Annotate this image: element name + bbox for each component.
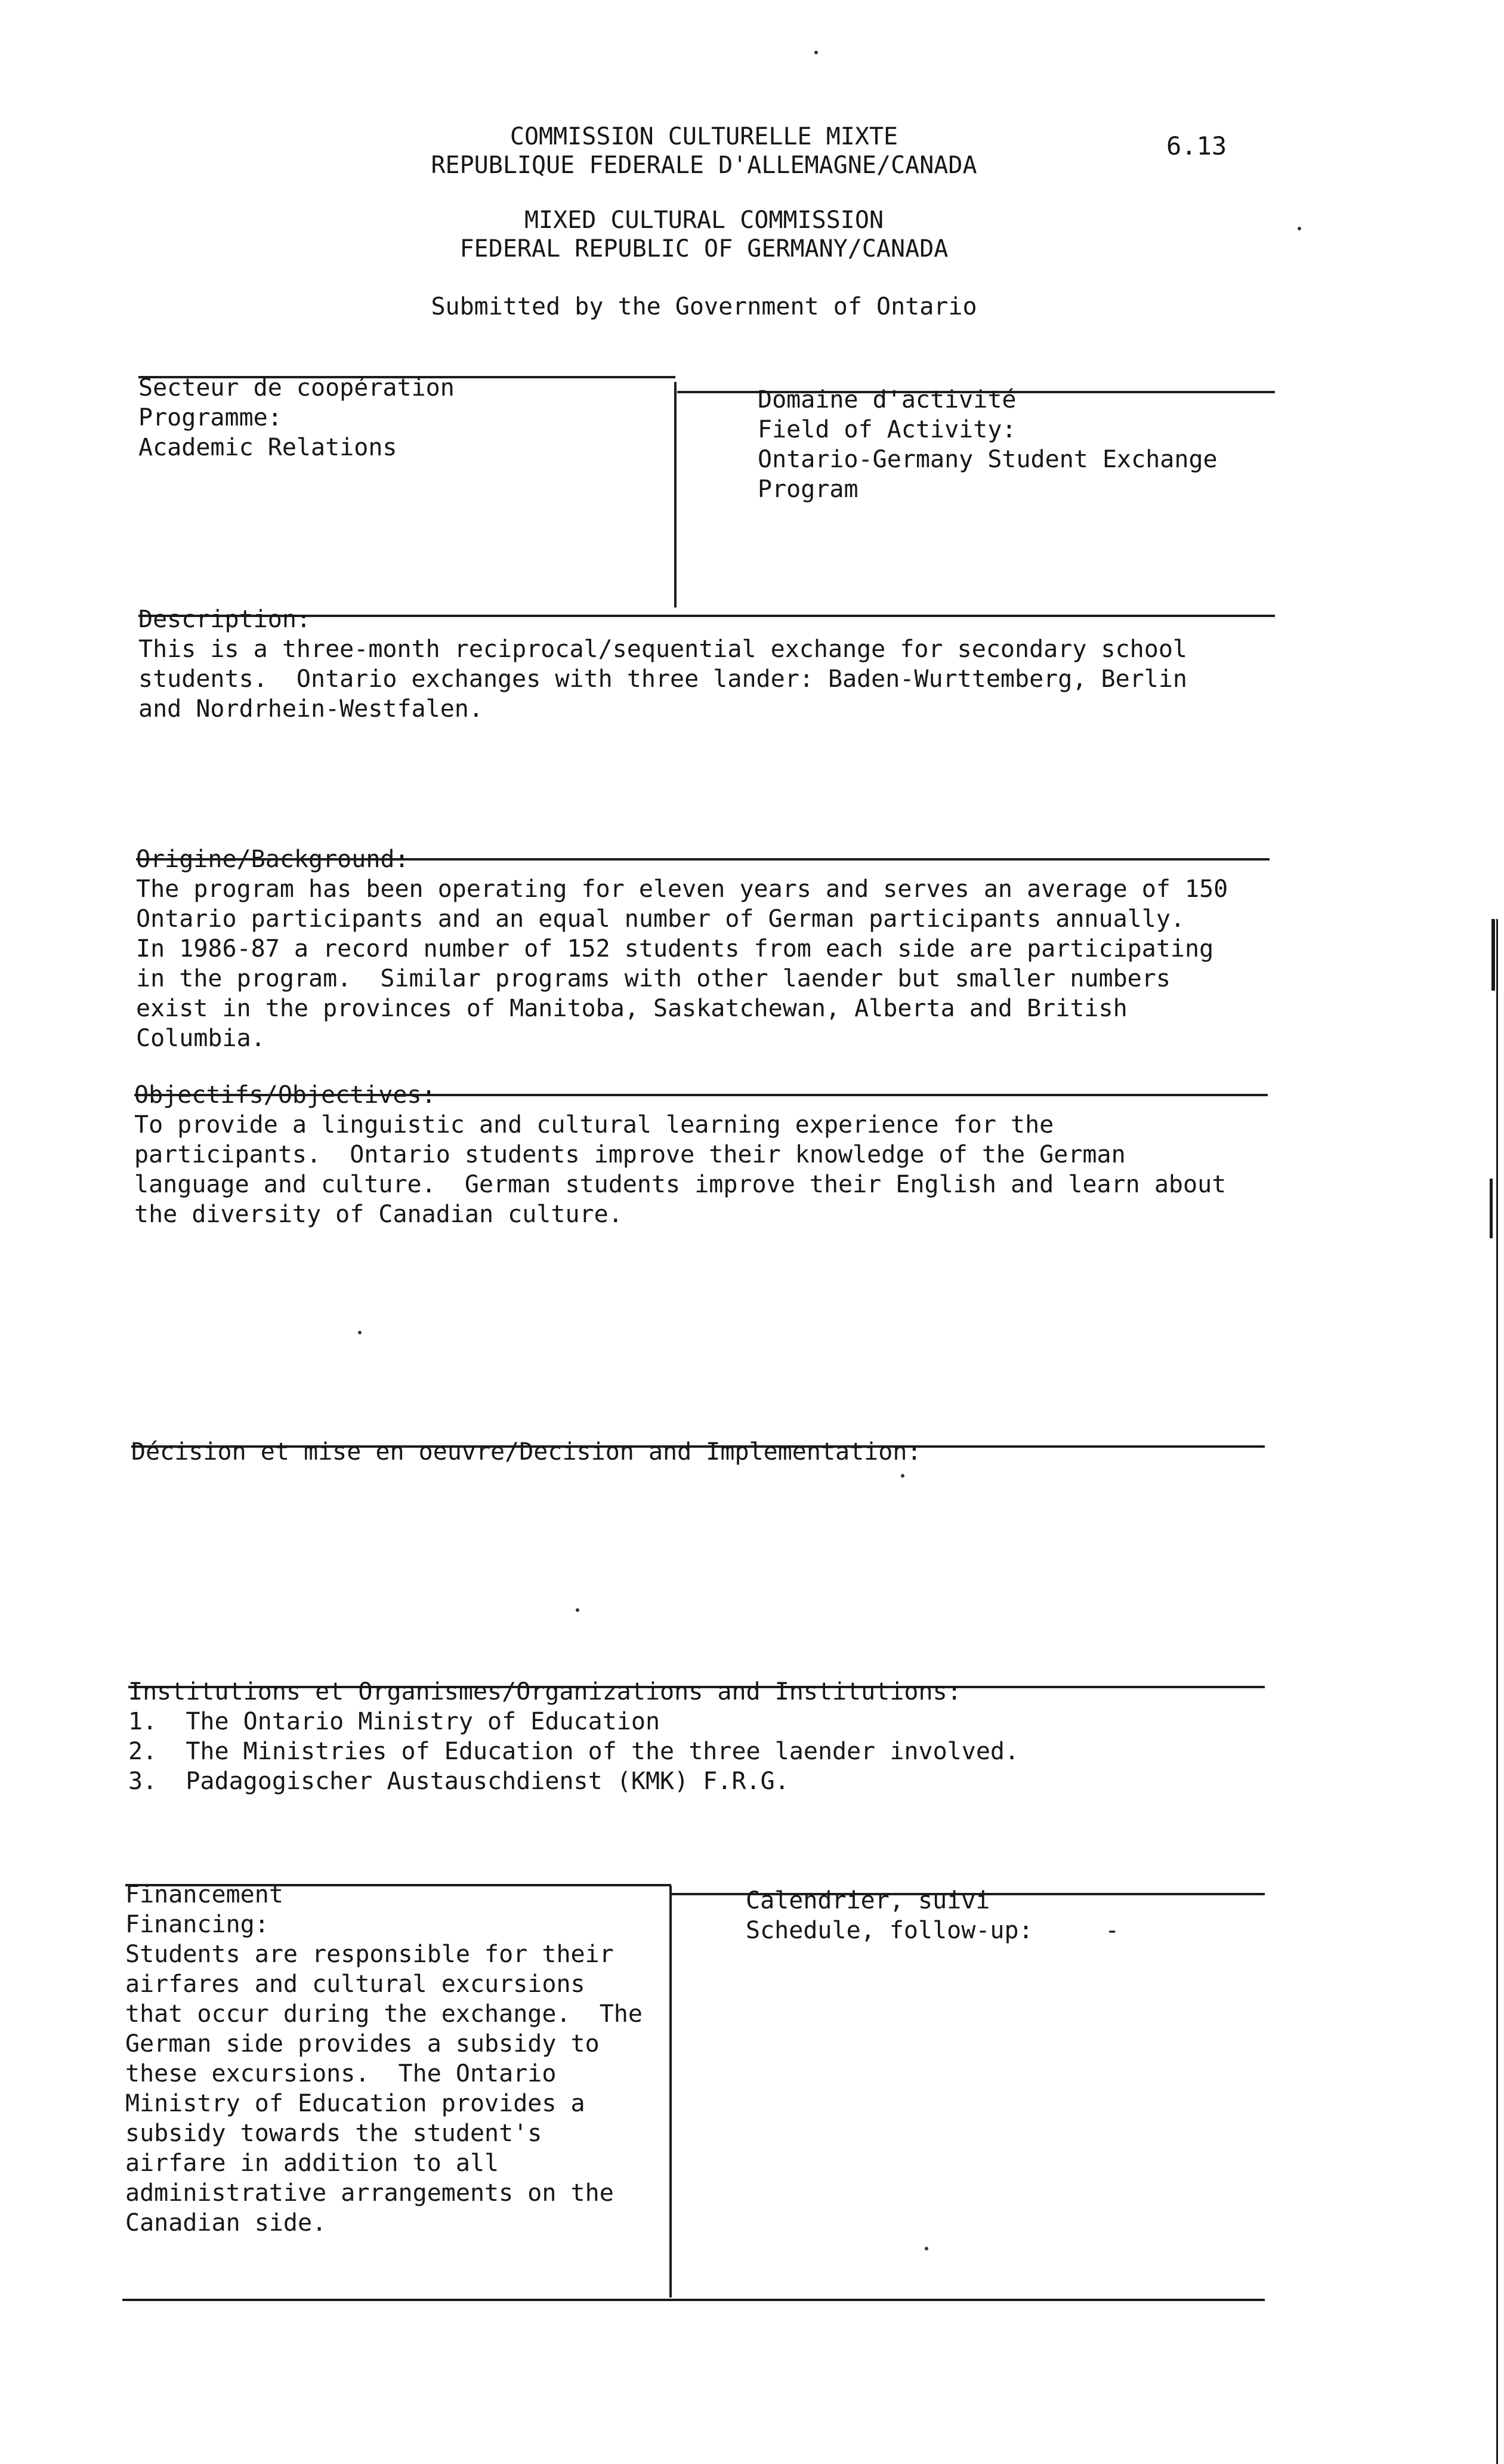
objectives-section <box>134 1080 1226 1229</box>
financing-block <box>125 1880 643 2238</box>
objectives-line: language and culture. German students improve their English and learn about <box>134 1171 1227 1198</box>
secteur-block <box>138 373 455 462</box>
financing-line: administrative arrangements on the <box>125 2179 614 2207</box>
header-line-3: MIXED CULTURAL COMMISSION <box>524 206 884 234</box>
decision-heading: Décision et mise en oeuvre/Decision and Implementation: <box>131 1438 922 1466</box>
description-line: This is a three-month reciprocal/sequential exchange for secondary school <box>138 636 1187 663</box>
financing-line: airfares and cultural excursions <box>125 1970 585 1998</box>
rule-bottom <box>122 2299 1265 2301</box>
financing-line: airfare in addition to all <box>125 2150 499 2177</box>
institution-item: 1. The Ontario Ministry of Education <box>128 1708 660 1735</box>
background-line: in the program. Similar programs with other laender but smaller numbers <box>136 965 1171 992</box>
scan-edge <box>1496 919 1498 2464</box>
divider-financing-schedule <box>669 1886 672 2298</box>
divider-secteur-domaine <box>674 382 677 607</box>
background-line: Columbia. <box>136 1025 265 1052</box>
background-line: exist in the provinces of Manitoba, Saskatchewan, Alberta and British <box>136 995 1128 1022</box>
objectives-line: To provide a linguistic and cultural learning experience for the <box>134 1111 1054 1139</box>
scan-speck <box>814 51 818 54</box>
header-line-2: REPUBLIQUE FEDERALE D'ALLEMAGNE/CANADA <box>431 152 977 179</box>
financing-line: Ministry of Education provides a <box>125 2090 585 2117</box>
submitted-by: Submitted by the Government of Ontario <box>431 293 977 320</box>
description-heading: Description: <box>138 606 311 633</box>
institutions-heading: Institutions et Organismes/Organizations and Institutions: <box>128 1678 962 1706</box>
financing-line: subsidy towards the student's <box>125 2120 542 2147</box>
scan-speck <box>925 2247 928 2250</box>
objectives-line: participants. Ontario students improve their knowledge of the German <box>134 1141 1126 1168</box>
schedule-label: Calendrier, suivi <box>746 1887 990 1914</box>
header-line-1: COMMISSION CULTURELLE MIXTE <box>509 123 898 150</box>
header-line-4: FEDERAL REPUBLIC OF GERMANY/CANADA <box>459 235 949 263</box>
institutions-section <box>128 1677 1019 1796</box>
description-line: students. Ontario exchanges with three lander: Baden-Wurttemberg, Berlin <box>138 665 1187 693</box>
programme-label: Programme: <box>138 404 282 431</box>
scan-speck <box>901 1474 904 1478</box>
objectives-heading: Objectifs/Objectives: <box>134 1081 436 1109</box>
background-section <box>136 844 1228 1053</box>
domaine-block <box>758 385 1218 504</box>
field-of-activity-label: Field of Activity: <box>758 416 1017 443</box>
scan-speck <box>576 1608 579 1612</box>
objectives-line: the diversity of Canadian culture. <box>134 1201 623 1228</box>
scan-edge-mark <box>1491 919 1495 991</box>
schedule-value: - <box>1105 1917 1120 1944</box>
financing-line: these excursions. The Ontario <box>125 2060 557 2087</box>
financing-label-en: Financing: <box>125 1911 269 1938</box>
scan-speck <box>1298 227 1301 230</box>
schedule-label-en: Schedule, follow-up: - <box>746 1917 1120 1944</box>
background-line: Ontario participants and an equal number of German participants annually. <box>136 905 1185 933</box>
scan-edge-mark <box>1490 1179 1493 1238</box>
field-of-activity-value-1: Ontario-Germany Student Exchange <box>758 446 1218 473</box>
schedule-block <box>746 1886 1119 1945</box>
background-line: In 1986-87 a record number of 152 students from each side are participating <box>136 935 1214 963</box>
financing-line: Students are responsible for their <box>125 1941 614 1968</box>
financing-label: Financement <box>125 1881 283 1908</box>
financing-line: that occur during the exchange. The <box>125 2000 643 2028</box>
domaine-label: Domaine d'activité <box>758 386 1017 414</box>
field-of-activity-value-2: Program <box>758 476 858 503</box>
institution-item: 3. Padagogischer Austauschdienst (KMK) F.R.G. <box>128 1768 789 1795</box>
financing-line: Canadian side. <box>125 2209 327 2237</box>
page-number: 6.13 <box>1166 131 1227 161</box>
secteur-label: Secteur de coopération <box>138 374 455 402</box>
description-line: and Nordrhein-Westfalen. <box>138 695 483 723</box>
scan-speck <box>358 1331 362 1334</box>
background-heading: Origine/Background: <box>136 846 409 873</box>
background-line: The program has been operating for eleven years and serves an average of 150 <box>136 875 1228 903</box>
programme-value: Academic Relations <box>138 434 397 461</box>
financing-line: German side provides a subsidy to <box>125 2030 600 2058</box>
description-section <box>138 605 1187 724</box>
institution-item: 2. The Ministries of Education of the three laender involved. <box>128 1738 1020 1765</box>
